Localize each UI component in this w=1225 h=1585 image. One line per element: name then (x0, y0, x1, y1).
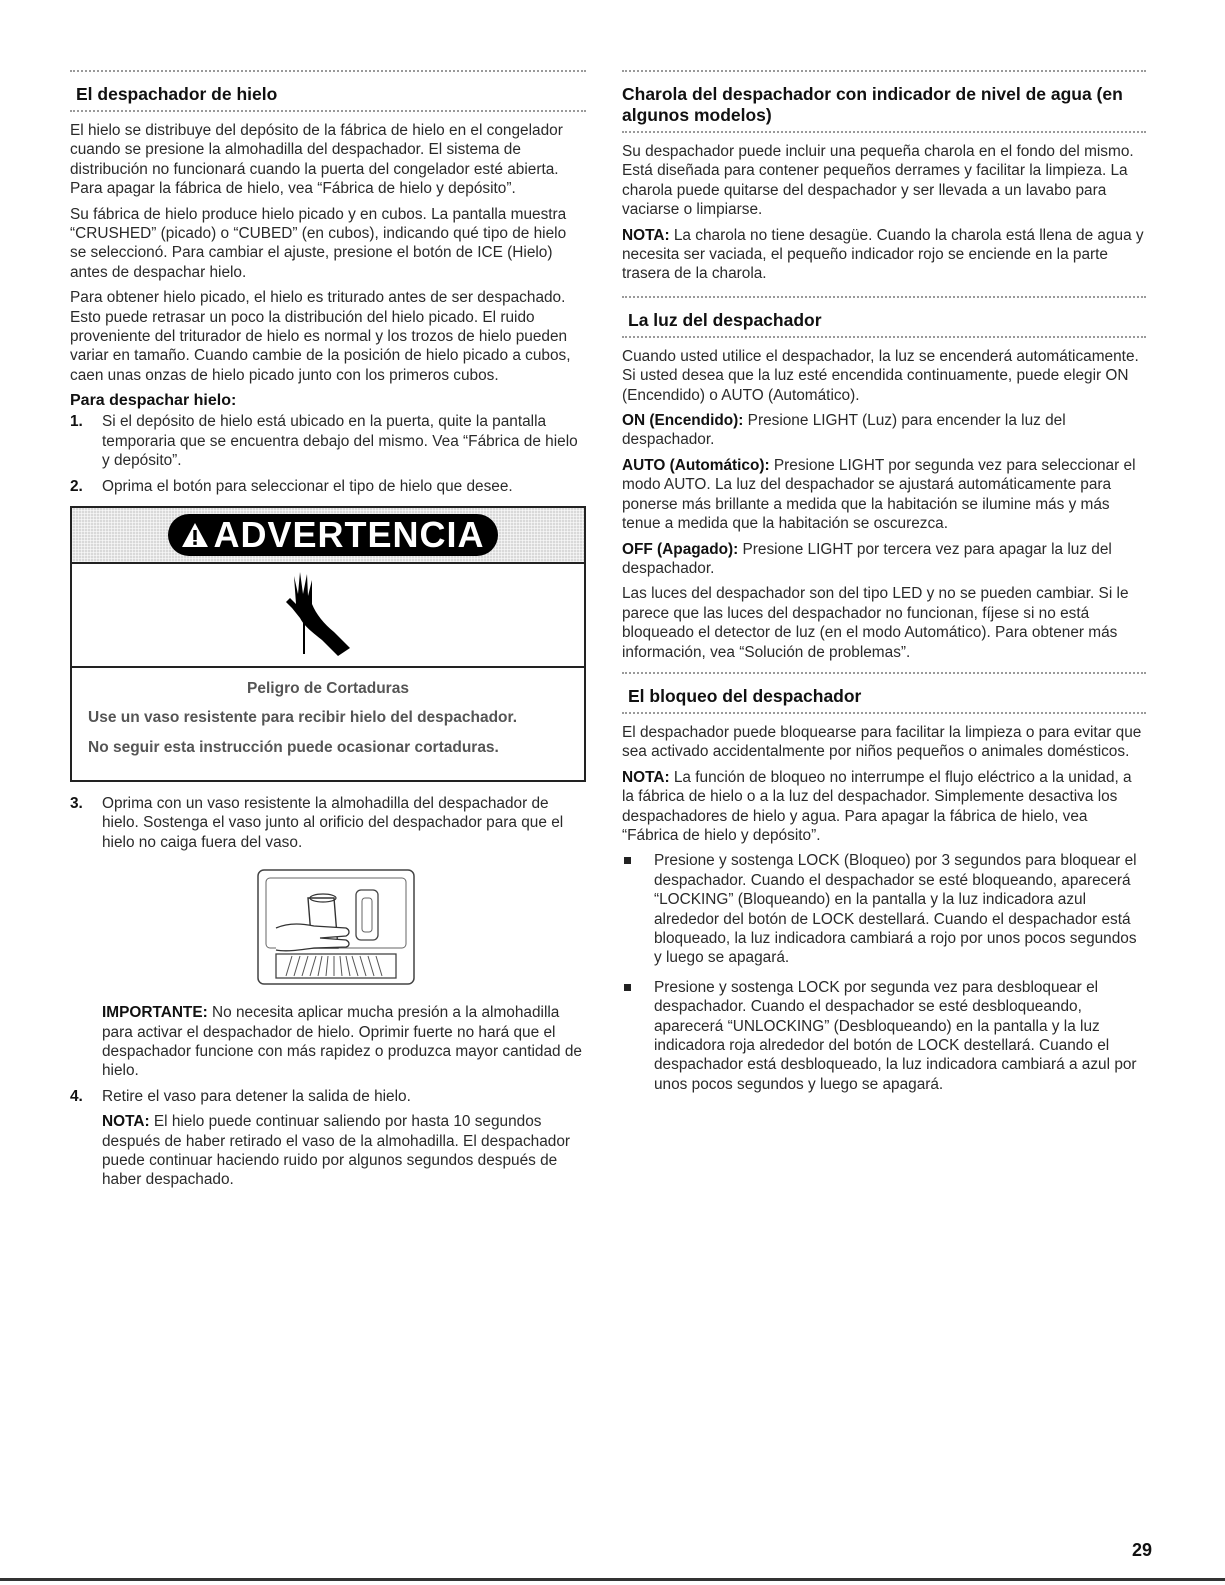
step-number: 1. (70, 413, 83, 431)
note-label: NOTA: (102, 1113, 150, 1131)
list-item (70, 412, 586, 470)
note-paragraph (622, 768, 1146, 846)
note-label: NOTA: (622, 768, 670, 786)
note-paragraph (622, 226, 1146, 284)
page-bottom-rule (0, 1578, 1225, 1581)
list-item (622, 851, 1146, 967)
left-column (70, 70, 586, 1196)
light-on-text: Presione LIGHT (Luz) para encender la luz del despachador. (622, 412, 1066, 449)
important-text: No necesita aplicar mucha presión a la almohadilla para activar el despachador de hielo. Oprimir fuerte no hará que el despachador funcione con más rapidez o produzca mayor cantidad de hielo. (102, 1004, 582, 1080)
light-off-text: Presione LIGHT por tercera vez para apagar la luz del despachador. (622, 540, 1112, 577)
section-title-dispenser-light: La luz del despachador (622, 296, 1146, 338)
lock-bullets (622, 851, 1146, 1094)
subheading-dispense-ice: Para despachar hielo: (70, 392, 237, 410)
paragraph: Para obtener hielo picado, el hielo es triturado antes de ser despachado. Esto puede retrasar un poco la distribución del hielo picado. El ruido proveniente del triturador de hielo es normal y los trozos de hielo pueden variar en tamaño. Cuando cambie de la posición de hielo picado a cubos, caen unas onzas de hielo picado junto con los primeros cubos. (70, 289, 571, 384)
section-title-drip-tray: Charola del despachador con indicador de nivel de agua (en algunos modelos) (622, 70, 1146, 133)
warning-triangle-icon (181, 521, 209, 549)
paragraph: El hielo se distribuye del depósito de la fábrica de hielo en el congelador cuando se presione la almohadilla del despachador. El sistema de distribución no funcionará cuando la puerta del congelador esté abierta. Para apagar la fábrica de hielo, vea “Fábrica de hielo y depósito”. (70, 122, 563, 198)
dispenser-illustration-icon (256, 868, 416, 986)
right-column (622, 70, 1146, 1104)
light-off-paragraph (622, 540, 1146, 579)
list-item (70, 477, 586, 496)
step-text: Si el depósito de hielo está ubicado en la puerta, quite la pantalla temporaria que se encuentra debajo del mismo. Vea “Fábrica de hielo y depósito”. (102, 413, 578, 470)
step-number: 4. (70, 1087, 83, 1105)
step-number: 3. (70, 794, 83, 812)
warning-hazard-title: Peligro de Cortaduras (247, 679, 409, 697)
paragraph: Las luces del despachador son del tipo LED y no se pueden cambiar. Si le parece que las luces del despachador no funcionan, fíjese si no está bloqueado el detector de luz (en el modo Automático). Para obtener más información, vea “Solución de problemas”. (622, 585, 1129, 661)
step-text: Oprima el botón para seleccionar el tipo de hielo que desee. (102, 477, 513, 495)
note-label: NOTA: (622, 226, 670, 244)
page-number: 29 (1131, 1540, 1152, 1560)
light-off-label: OFF (Apagado): (622, 540, 739, 558)
light-auto-paragraph (622, 456, 1146, 534)
paragraph: Su despachador puede incluir una pequeña charola en el fondo del mismo. Está diseñada para contener pequeños derrames y facilitar la limpieza. La charola puede quitarse del despachador y ser llevada a un lavabo para vaciarse o limpiarse. (622, 143, 1134, 219)
important-note (70, 1003, 586, 1081)
bullet-square-icon (624, 984, 631, 991)
bullet-text: Presione y sostenga LOCK por segunda vez para desbloquear el despachador. Cuando el despachador se esté desbloqueando, aparecerá “UNLOCKING” (Desbloqueando) en la pantalla y la luz indicadora roja alrededor del botón de LOCK destellará. Cuando el despachador está desbloqueado, la luz indicadora cambiará a azul por unos pocos segundos y luego se apagará. (654, 978, 1137, 1093)
list-item (622, 978, 1146, 1094)
step-text: Oprima con un vaso resistente la almohadilla del despachador de hielo. Sostenga el vaso junto al orificio del despachador para que el hielo no caiga fuera del vaso. (102, 794, 564, 851)
list-item (70, 794, 586, 852)
list-item (70, 1087, 586, 1106)
note-text: La función de bloqueo no interrumpe el flujo eléctrico a la unidad, a la fábrica de hielo o a la luz del despachador. Simplemente desactiva los despachadores de hielo y agua. Para apagar la fábrica de hielo, vea “Fábrica de hielo y depósito”. (622, 768, 1132, 844)
note-text: El hielo puede continuar saliendo por hasta 10 segundos después de haber retirado el vaso de la almohadilla. El despachador puede continuar haciendo ruido por algunos segundos después de haber despachado. (102, 1113, 571, 1189)
warning-word: ADVERTENCIA (213, 513, 485, 555)
paragraph: Cuando usted utilice el despachador, la luz se encenderá automáticamente. Si usted desea que la luz esté encendida continuamente, puede elegir ON (Encendido) o AUTO (Automático). (622, 347, 1139, 404)
steps-list-final (70, 1087, 586, 1106)
warning-box (70, 506, 586, 782)
paragraph: El despachador puede bloquearse para facilitar la limpieza o para evitar que sea activado accidentalmente por niños pequeños o animales domésticos. (622, 723, 1142, 761)
note-text: La charola no tiene desagüe. Cuando la charola está llena de agua y necesita ser vaciada, el pequeño indicador rojo se enciende en la parte trasera de la charola. (622, 226, 1144, 283)
steps-list (70, 412, 586, 496)
cut-hazard-hand-icon (250, 564, 370, 664)
step-text: Retire el vaso para detener la salida de hielo. (102, 1087, 411, 1105)
light-auto-text: Presione LIGHT por segunda vez para seleccionar el modo AUTO. La luz del despachador se ajustará automáticamente para ponerse más brillante a medida que la habitación se ilumine más y más tenue a medida que la habitación se oscurezca. (622, 456, 1136, 533)
warning-header (72, 508, 584, 564)
warning-badge (168, 514, 498, 556)
light-on-paragraph (622, 411, 1146, 450)
steps-list-continued (70, 794, 586, 852)
warning-instruction: Use un vaso resistente para recibir hielo del despachador. (88, 708, 517, 726)
warning-consequence: No seguir esta instrucción puede ocasionar cortaduras. (88, 738, 499, 756)
warning-text-block (72, 668, 584, 780)
light-auto-label: AUTO (Automático): (622, 456, 770, 474)
paragraph: Su fábrica de hielo produce hielo picado y en cubos. La pantalla muestra “CRUSHED” (picado) o “CUBED” (en cubos), indicando qué tipo de hielo se seleccionó. Para cambiar el ajuste, presione el botón de ICE (Hielo) antes de despachar hielo. (70, 205, 567, 281)
step-number: 2. (70, 477, 83, 495)
section-title-dispenser-lock: El bloqueo del despachador (622, 672, 1146, 714)
bullet-square-icon (624, 857, 631, 864)
section-title-ice-dispenser: El despachador de hielo (70, 70, 586, 112)
light-on-label: ON (Encendido): (622, 412, 744, 430)
note-paragraph (70, 1112, 586, 1190)
warning-image (72, 564, 584, 668)
important-label: IMPORTANTE: (102, 1004, 208, 1022)
bullet-text: Presione y sostenga LOCK (Bloqueo) por 3 segundos para bloquear el despachador. Cuando el despachador se esté bloqueando, aparecerá “LOCKING” (Bloqueando) en la pantalla y la luz indicadora azul alrededor del botón de LOCK destellará. Cuando el despachador está bloqueado, la luz indicadora cambiará a rojo por unos pocos segundos y luego se apagará. (654, 852, 1137, 967)
